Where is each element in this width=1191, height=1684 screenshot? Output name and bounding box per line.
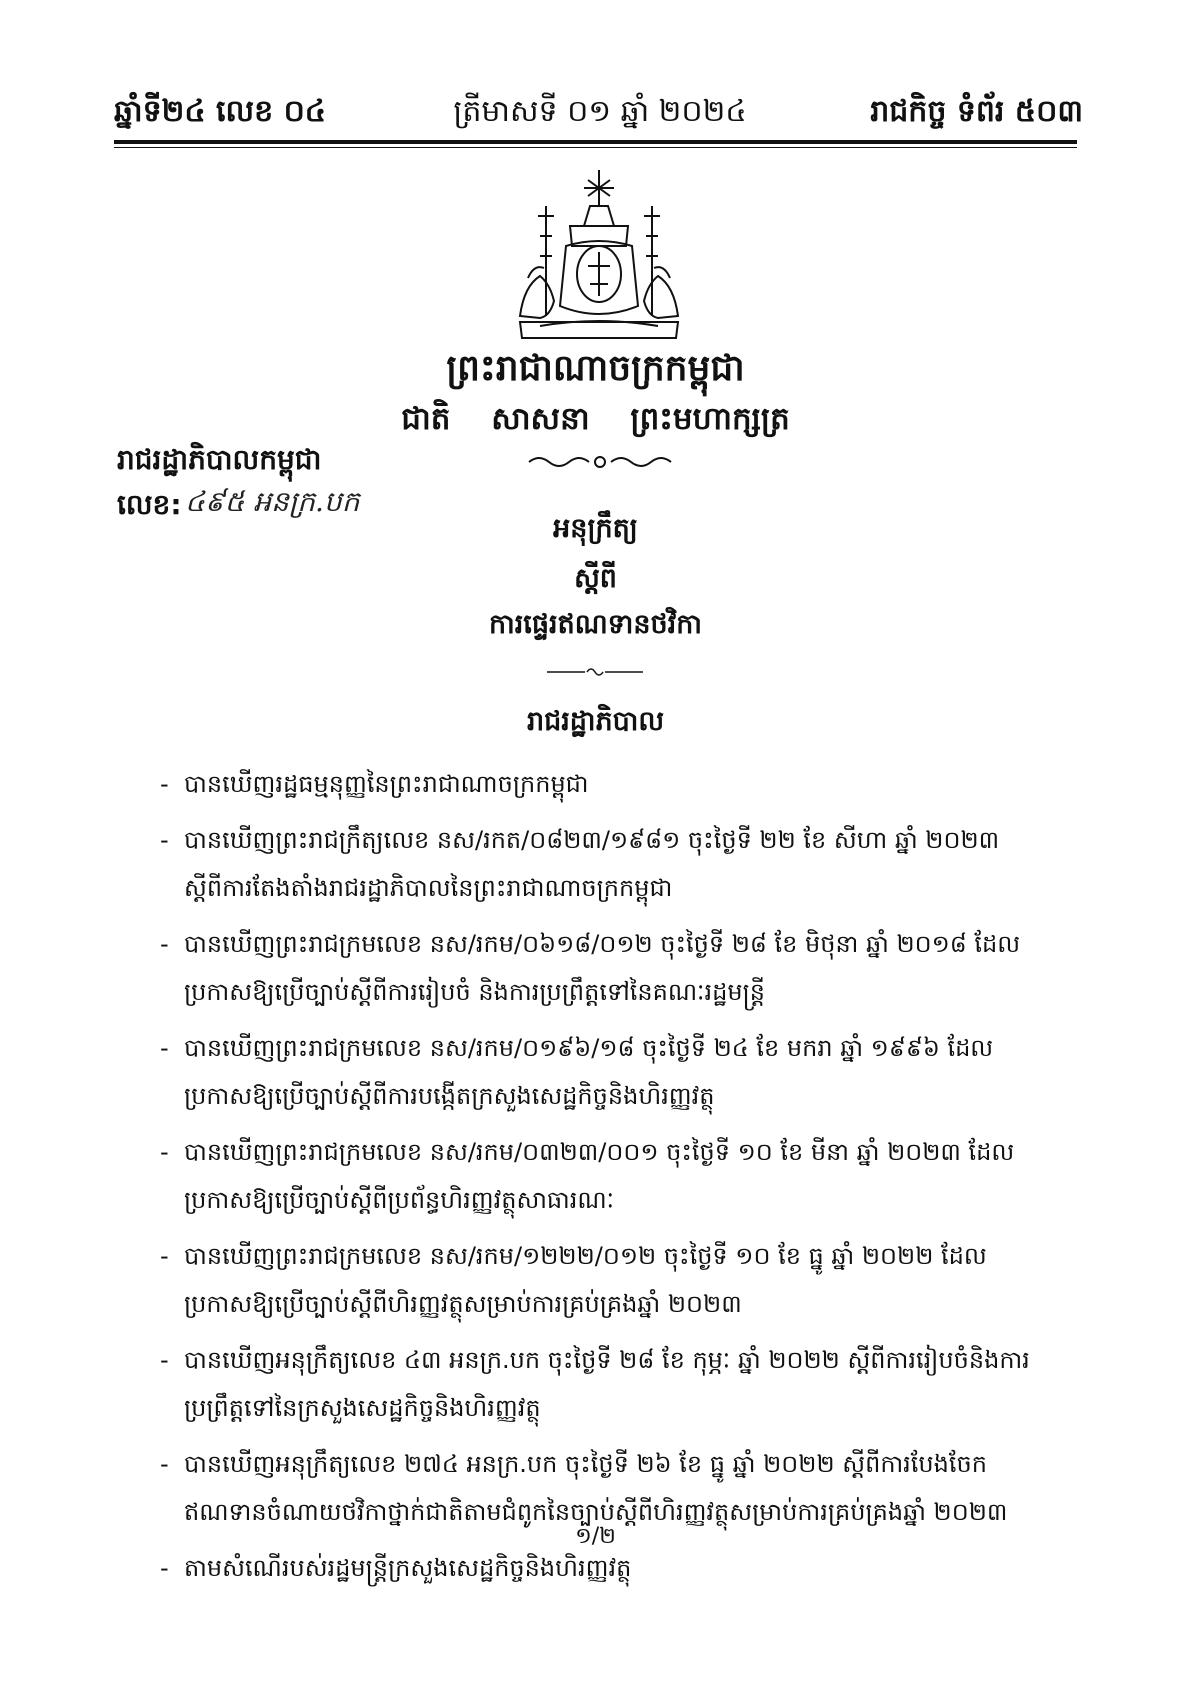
header-rule [114,140,1077,144]
small-divider-icon [545,665,645,679]
preamble-list [160,760,1040,1600]
list-item: - បានឃើញព្រះរាជក្រមលេខ នស/រកម/០១៩៦/១៨ ចុះថ្ងៃទី ២៤ ខែ មករា ឆ្នាំ ១៩៩៦ ដែលប្រកាសឱ្យប្រើច្បាប់ស្តីពីការបង្កើតក្រសួងសេដ្ឋកិច្ចនិងហិរញ្ញវត្ថុ [160,1024,1040,1120]
page-number: ១/២ [575,1524,616,1549]
national-motto: ជាតិ សាសនា ព្រះមហាក្សត្រ [401,401,790,437]
number-label: លេខ: [117,488,182,521]
list-item: - បានឃើញព្រះរាជក្រមលេខ នស/រកម/១២២២/០១២ ចុះថ្ងៃទី ១០ ខែ ធ្នូ ឆ្នាំ ២០២២ ដែលប្រកាសឱ្យប្រើច្បាប់ស្តីពីហិរញ្ញវត្ថុសម្រាប់ការគ្រប់គ្រងឆ្នាំ ២០២៣ [160,1232,1040,1328]
government-heading: រាជរដ្ឋាភិបាល [526,706,665,737]
ornament-divider-icon [525,452,675,472]
list-item: - បានឃើញព្រះរាជក្រមលេខ នស/រកម/០៣២៣/០០១ ចុះថ្ងៃទី ១០ ខែ មីនា ឆ្នាំ ២០២៣ ដែលប្រកាសឱ្យប្រើច្បាប់ស្តីពីប្រព័ន្ធហិរញ្ញវត្ថុសាធារណៈ [160,1128,1040,1224]
document-subject: ការផ្ទេរឥណទានថវិកា [489,609,702,640]
header-quarter: ត្រីមាសទី ០១ ឆ្នាំ ២០២៤ [453,94,747,129]
list-item: - បានឃើញអនុក្រឹត្យលេខ ៤៣ អនក្រ.បក ចុះថ្ងៃទី ២៨ ខែ កុម្ភៈ ឆ្នាំ ២០២២ ស្តីពីការរៀបចំនិងការប្រព្រឹត្តទៅនៃក្រសួងសេដ្ឋកិច្ចនិងហិរញ្ញវត្ថុ [160,1336,1040,1432]
header-page: រាជកិច្ច ទំព័រ ៥០៣ [870,94,1083,129]
header-rule-thin [114,147,1077,148]
about-label: ស្តីពី [574,563,617,594]
list-item: - តាមសំណើរបស់រដ្ឋមន្ត្រីក្រសួងសេដ្ឋកិច្ចនិងហិរញ្ញវត្ថុ [160,1544,1040,1592]
number-value-handwritten: ៤៩៥ អនក្រ.បក [185,485,360,518]
document-type: អនុក្រឹត្យ [553,513,638,544]
kingdom-title: ព្រះរាជាណាចក្រកម្ពុជា [446,348,745,389]
list-item: - បានឃើញរដ្ឋធម្មនុញ្ញនៃព្រះរាជាណាចក្រកម្ពុជា [160,760,1040,808]
royal-coat-of-arms-icon [510,166,688,344]
list-item: - បានឃើញអនុក្រឹត្យលេខ ២៧៤ អនក្រ.បក ចុះថ្ងៃទី ២៦ ខែ ធ្នូ ឆ្នាំ ២០២២ ស្តីពីការបែងចែកឥណទានចំណាយថវិកាថ្នាក់ជាតិតាមជំពូកនៃច្បាប់ស្តីពីហិរញ្ញវត្ថុសម្រាប់ការគ្រប់គ្រងឆ្នាំ ២០២៣ [160,1440,1040,1536]
header-volume: ឆ្នាំទី២៤ លេខ ០៤ [114,94,327,129]
list-item: - បានឃើញព្រះរាជក្រមលេខ នស/រកម/០៦១៨/០១២ ចុះថ្ងៃទី ២៨ ខែ មិថុនា ឆ្នាំ ២០១៨ ដែលប្រកាសឱ្យប្រើច្បាប់ស្តីពីការរៀបចំ និងការប្រព្រឹត្តទៅនៃគណៈរដ្ឋមន្ត្រី [160,920,1040,1016]
list-item: - បានឃើញព្រះរាជក្រឹត្យលេខ នស/រកត/០៨២៣/១៩៨១ ចុះថ្ងៃទី ២២ ខែ សីហា ឆ្នាំ ២០២៣ ស្តីពីការតែងតាំងរាជរដ្ឋាភិបាលនៃព្រះរាជាណាចក្រកម្ពុជា [160,816,1040,912]
issuer-name: រាជរដ្ឋាភិបាលកម្ពុជា [117,443,322,476]
